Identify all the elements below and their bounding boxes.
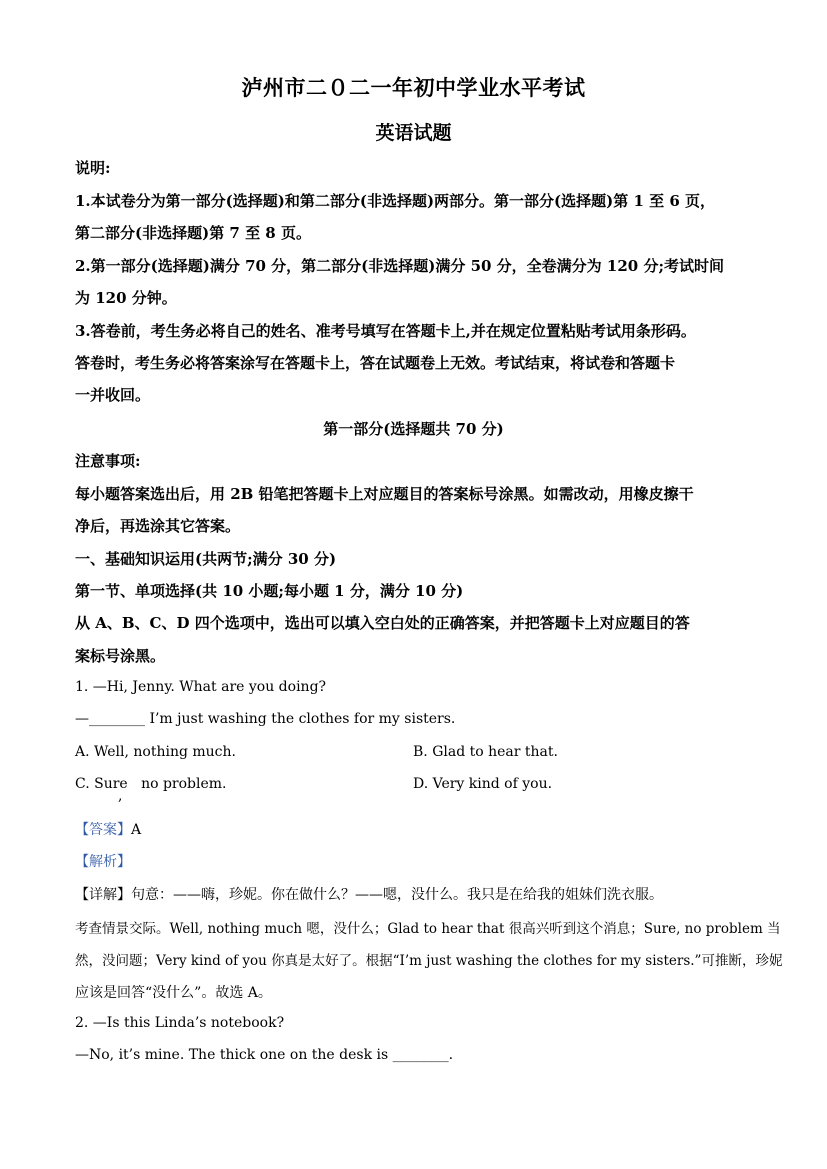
q1-detail: [75, 884, 755, 904]
directions-line-1: 从 A、B、C、D 四个选项中，选出可以填入空白处的正确答案，并把答题卡上对应题目的答: [75, 614, 690, 632]
answer-label: 【答案】: [75, 822, 131, 838]
directions-line-2: 案标号涂黑。: [75, 647, 166, 665]
section-heading: 一、基础知识运用(共两节;满分 30 分): [75, 550, 337, 568]
q1-stem-2: —________ I’m just washing the clothes for my sisters.: [75, 711, 456, 727]
instruction-line-2: 第二部分(非选择题)第 7 至 8 页。: [75, 224, 311, 242]
part1-title: 第一部分(选择题共 70 分): [323, 420, 504, 438]
exam-subtitle: 英语试题: [375, 122, 452, 144]
instruction-line-7: 一并收回。: [75, 386, 151, 404]
exam-title: 泸州市二０二一年初中学业水平考试: [241, 75, 586, 100]
answer-value: A: [131, 822, 142, 838]
q2-stem-2: —No, it’s mine. The thick one on the desk is ________.: [75, 1047, 454, 1063]
q1-explain-line-3: 应该是回答“没什么”。故选 A。: [75, 985, 272, 1001]
instructions-heading: 说明:: [75, 159, 111, 177]
q1-stem-1: 1. —Hi, Jenny. What are you doing?: [75, 679, 327, 695]
q1-option-c-part1: C. Sure: [75, 776, 128, 792]
q1-option-c: [75, 776, 227, 792]
q1-option-c-part2: no problem.: [141, 776, 227, 792]
q2-stem-1: 2. —Is this Linda’s notebook?: [75, 1015, 285, 1031]
notes-heading: 注意事项:: [75, 452, 141, 470]
detail-text: 句意：——嗨，珍妮。你在做什么？——嗯，没什么。我只是在给我的姐妹们洗衣服。: [131, 887, 663, 903]
notes-line-1: 每小题答案选出后，用 2B 铅笔把答题卡上对应题目的答案标号涂黑。如需改动，用橡皮擦干: [75, 485, 694, 503]
instruction-line-5: 3.答卷前，考生务必将自己的姓名、准考号填写在答题卡上,并在规定位置粘贴考试用条形码。: [75, 322, 696, 340]
q1-answer: [75, 819, 755, 839]
q1-option-d: D. Very kind of you.: [413, 776, 553, 792]
q1-option-c-comma: ,: [118, 788, 123, 804]
instruction-line-3: 2.第一部分(选择题)满分 70 分，第二部分(非选择题)满分 50 分，全卷满分为 120 分;考试时间: [75, 257, 724, 275]
q1-explain-line-1: 考查情景交际。Well, nothing much 嗯，没什么；Glad to hear that 很高兴听到这个消息；Sure, no problem 当: [75, 921, 781, 937]
q1-option-a: A. Well, nothing much.: [75, 744, 236, 760]
analysis-label: 【解析】: [75, 854, 131, 870]
instruction-line-6: 答卷时，考生务必将答案涂写在答题卡上，答在试题卷上无效。考试结束，将试卷和答题卡: [75, 354, 676, 372]
instruction-line-1: 1.本试卷分为第一部分(选择题)和第二部分(非选择题)两部分。第一部分(选择题)第 1 至 6 页，: [75, 192, 716, 210]
q1-explain-line-2: 然，没问题；Very kind of you 你真是太好了。根据“I’m just washing the clothes for my sisters.”可推断，珍妮: [75, 953, 783, 969]
detail-label: 【详解】: [75, 887, 131, 903]
notes-line-2: 净后，再选涂其它答案。: [75, 517, 241, 535]
q1-option-b: B. Glad to hear that.: [413, 744, 558, 760]
subsection-heading: 第一节、单项选择(共 10 小题;每小题 1 分，满分 10 分): [75, 582, 464, 600]
instruction-line-4: 为 120 分钟。: [75, 289, 177, 307]
